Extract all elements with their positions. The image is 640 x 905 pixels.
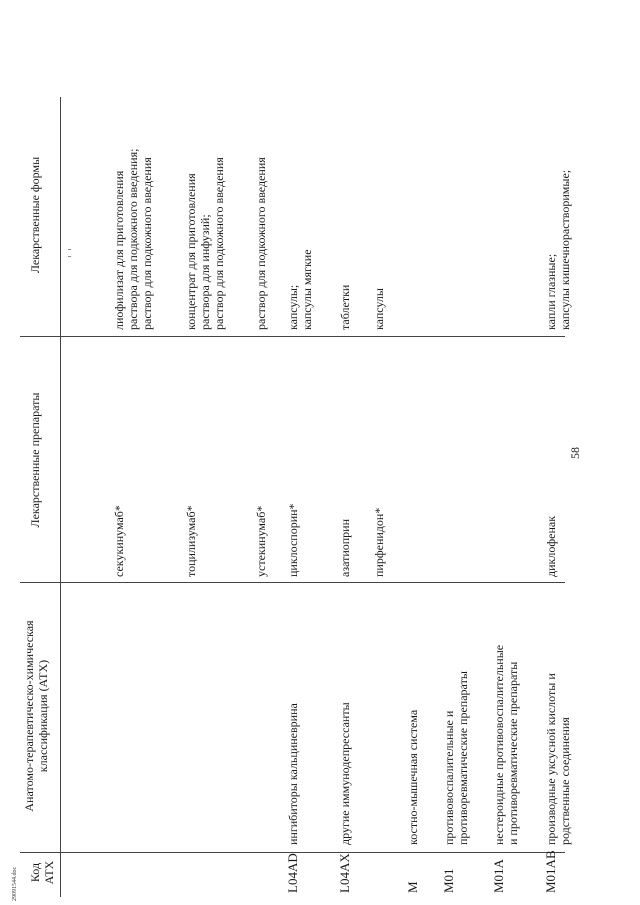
- forms-ustekinumab: раствор для подкожного введения: [254, 157, 268, 330]
- class-M01: противовоспалительные и противоревматические препараты: [442, 671, 470, 845]
- forms-azathioprine: таблетки: [338, 284, 352, 330]
- class-L04AD: ингибиторы кальциневрина: [286, 703, 300, 845]
- forms-diclofenac: капли глазные; капсулы кишечнорастворимые;: [544, 169, 572, 330]
- drug-tocilizumab: тоцилизумаб*: [184, 505, 198, 577]
- drug-ustekinumab: устекинумаб*: [254, 505, 268, 577]
- code-L04AD: L04AD: [285, 853, 300, 893]
- drug-pirfenidone: пирфенидон*: [372, 507, 386, 577]
- header-rule: [60, 97, 61, 897]
- drug-diclofenac: диклофенак: [544, 515, 558, 577]
- header-drugs: Лекарственные препараты: [28, 392, 42, 528]
- header-tick: [68, 249, 71, 250]
- drug-secukinumab: секукинумаб*: [112, 505, 126, 577]
- class-M: костно-мышечная система: [406, 709, 420, 845]
- header-classification: Анатомо-терапевтическо-химическая классификация (АТХ): [22, 620, 50, 812]
- code-M01A: M01A: [491, 859, 506, 893]
- header-forms: Лекарственные формы: [28, 156, 42, 274]
- drug-azathioprine: азатиоприн: [338, 518, 352, 577]
- header-code: Код АТХ: [28, 860, 56, 885]
- forms-secukinumab: лиофилизат для приготовления раствора для подкожного введения; раствор для подкожного введения: [112, 148, 154, 330]
- forms-tocilizumab: концентрат для приготовления раствора для инфузий; раствор для подкожного введения: [184, 157, 226, 330]
- class-M01A: нестероидные противовоспалительные и противоревматические препараты: [492, 644, 520, 845]
- column-divider-2: [20, 582, 565, 583]
- page-number: 58: [568, 447, 582, 459]
- forms-cyclosporin: капсулы; капсулы мягкие: [286, 249, 314, 330]
- forms-pirfenidone: капсулы: [372, 288, 386, 330]
- code-M01: M01: [441, 868, 456, 893]
- document-id: 29091544.doc: [12, 866, 18, 901]
- header-tick: [68, 256, 71, 257]
- code-M: M: [405, 881, 420, 893]
- column-divider-3: [20, 336, 565, 337]
- code-L04AX: L04AX: [337, 853, 352, 893]
- drug-cyclosporin: циклоспорин*: [286, 503, 300, 577]
- class-M01AB: производные уксусной кислоты и родственные соединения: [544, 673, 572, 845]
- code-M01AB: M01AB: [543, 850, 558, 893]
- class-L04AX: другие иммунодепрессанты: [338, 702, 352, 845]
